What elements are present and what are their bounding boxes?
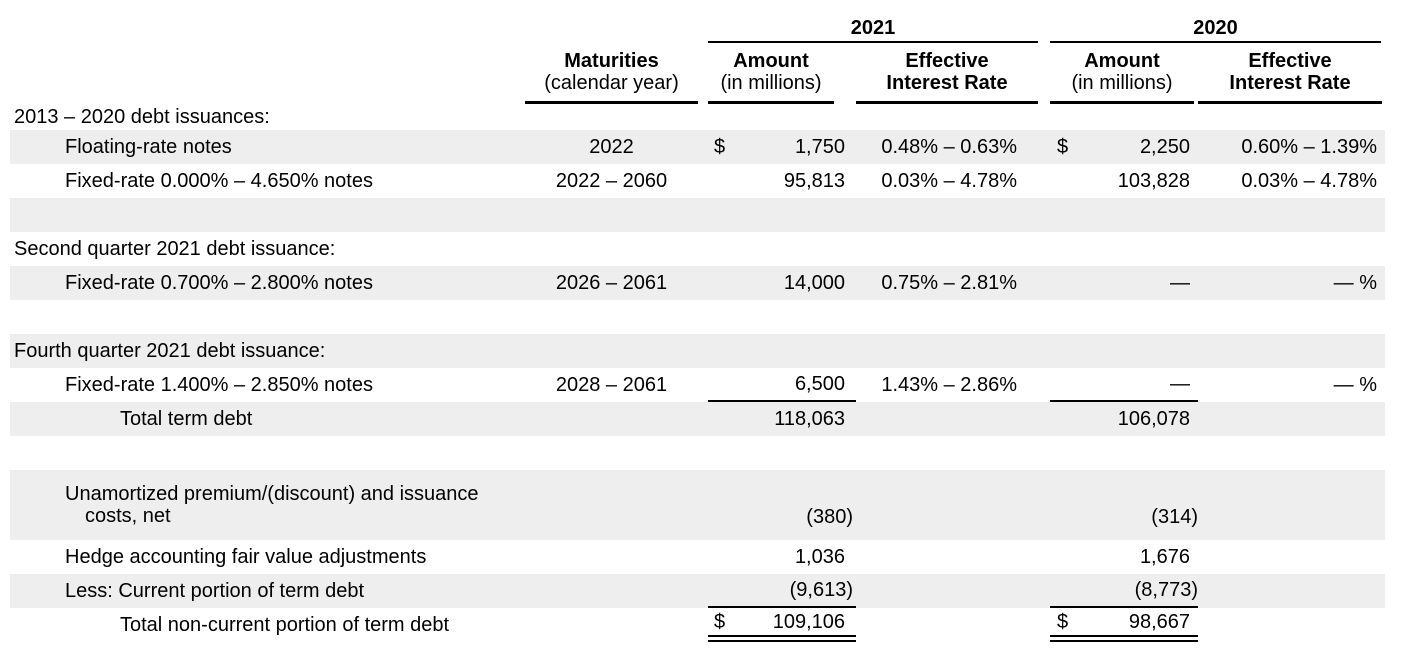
- amount-header-line2: (in millions): [720, 72, 822, 94]
- amount-header-line1: Amount: [1084, 50, 1160, 72]
- maturities-cell: [523, 368, 700, 402]
- amount-value: 1,036: [794, 546, 845, 568]
- year-group-2020-label: 2020: [1193, 17, 1238, 39]
- maturities-cell: [523, 266, 700, 300]
- row-label: Total non-current portion of term debt: [120, 614, 450, 636]
- amount-value: —: [1170, 373, 1190, 395]
- amount-2021-cell: [708, 266, 856, 300]
- dollar-sign: $: [1057, 610, 1069, 633]
- table-row: [10, 164, 1385, 198]
- row-label-cell: [10, 334, 523, 368]
- rate-2021-cell: [856, 266, 1038, 300]
- amount-value: 95,813: [783, 170, 845, 192]
- rate-value: 0.75% – 2.81%: [881, 272, 1017, 294]
- amount-value: 118,063: [774, 408, 845, 430]
- year-group-header-row: [10, 6, 1385, 43]
- amount-2020-cell: [1050, 130, 1198, 164]
- column-header-row: [10, 43, 1385, 104]
- amount-value: (9,613): [789, 579, 853, 601]
- rate-value: 0.03% – 4.78%: [1241, 170, 1377, 192]
- dollar-sign: $: [1057, 136, 1069, 158]
- table-row: [10, 300, 1385, 334]
- amount-value: (8,773): [1134, 579, 1198, 601]
- row-label-cell: [10, 540, 523, 574]
- rate-header-line1: Effective: [905, 50, 989, 72]
- amount-2021-cell: [708, 540, 856, 574]
- amount-value: 14,000: [783, 272, 845, 294]
- amount-header-line2: (in millions): [1071, 72, 1173, 94]
- amount-2020-cell: [1050, 368, 1198, 402]
- amount-value: 103,828: [1117, 170, 1190, 192]
- row-label: Floating-rate notes: [65, 136, 232, 158]
- row-label-cell: [10, 608, 523, 642]
- amount-value: 106,078: [1117, 408, 1190, 430]
- rate-value: 1.43% – 2.86%: [881, 374, 1017, 396]
- row-label-cell: [10, 164, 523, 198]
- row-label: Fixed-rate 0.700% – 2.800% notes: [65, 272, 373, 294]
- amount-2021-cell: [708, 574, 856, 608]
- row-label: Unamortized premium/(discount) and issuance: [65, 483, 479, 505]
- table-row: [10, 266, 1385, 300]
- row-label-cell: [10, 232, 523, 266]
- table-row: [10, 436, 1385, 470]
- rate-value: — %: [1333, 272, 1377, 294]
- row-label: Less: Current portion of term debt: [65, 580, 365, 602]
- maturities-header-line2: (calendar year): [544, 72, 679, 94]
- table-row: [10, 198, 1385, 232]
- rate-2020-cell: [1198, 368, 1385, 402]
- amount-value: 1,750: [794, 136, 845, 158]
- rate-2021-cell: [856, 164, 1038, 198]
- amount-2020-cell: [1050, 470, 1198, 540]
- amount-value: 1,676: [1139, 546, 1190, 568]
- table-row: [10, 540, 1385, 574]
- table-row: [10, 334, 1385, 368]
- rate-value: 0.03% – 4.78%: [881, 170, 1017, 192]
- term-debt-table: [10, 6, 1385, 642]
- row-label: Fixed-rate 1.400% – 2.850% notes: [65, 374, 373, 396]
- year-group-2020: [1050, 6, 1381, 43]
- amount-2020-cell: [1050, 574, 1198, 608]
- rate-header-line2: Interest Rate: [886, 72, 1008, 94]
- amount-2020-cell: [1050, 608, 1198, 642]
- amount-2021-cell: [708, 368, 856, 402]
- table-row: [10, 130, 1385, 164]
- row-label-cell: [10, 470, 523, 540]
- row-label: 2013 – 2020 debt issuances:: [14, 106, 270, 128]
- table-row: [10, 368, 1385, 402]
- amount-value: 2,250: [1139, 136, 1190, 158]
- rate-2020-cell: [1198, 130, 1385, 164]
- rate-value: 0.48% – 0.63%: [881, 136, 1017, 158]
- amount-2020-cell: [1050, 266, 1198, 300]
- maturities-value: 2022: [589, 136, 634, 158]
- row-label-cell: [10, 368, 523, 402]
- rate-2021-cell: [856, 130, 1038, 164]
- table-row: [10, 402, 1385, 436]
- maturities-value: 2022 – 2060: [555, 170, 668, 192]
- dollar-sign: $: [714, 610, 726, 633]
- table-row: [10, 608, 1385, 642]
- row-label: Second quarter 2021 debt issuance:: [14, 238, 336, 260]
- table-row: [10, 470, 1385, 540]
- rate-header-line2: Interest Rate: [1229, 72, 1351, 94]
- column-header-amount-2020: [1050, 43, 1194, 104]
- maturities-cell: [523, 130, 700, 164]
- amount-2021-cell: [708, 402, 856, 436]
- table-row: [10, 232, 1385, 266]
- column-header-maturities: [525, 43, 698, 104]
- amount-value: 109,106: [772, 610, 845, 633]
- year-group-2021-label: 2021: [850, 17, 896, 39]
- table-row: [10, 574, 1385, 608]
- row-label: Fourth quarter 2021 debt issuance:: [14, 340, 326, 362]
- row-label-cell: [10, 130, 523, 164]
- amount-2021-cell: [708, 130, 856, 164]
- row-label-cell: [10, 104, 523, 130]
- maturities-cell: [523, 164, 700, 198]
- amount-header-line1: Amount: [733, 50, 809, 72]
- row-label: Total term debt: [120, 408, 253, 430]
- column-header-rate-2020: [1198, 43, 1382, 104]
- amount-2021-cell: [708, 608, 856, 642]
- amount-value: 98,667: [1128, 610, 1190, 633]
- amount-value: (314): [1151, 506, 1198, 528]
- year-group-2021: [708, 6, 1038, 43]
- amount-2021-cell: [708, 164, 856, 198]
- column-header-rate-2021: [856, 43, 1038, 104]
- amount-2020-cell: [1050, 402, 1198, 436]
- row-label-line2-wrap: [65, 505, 523, 527]
- amount-2020-cell: [1050, 164, 1198, 198]
- row-label-cell: [10, 266, 523, 300]
- maturities-header-line1: Maturities: [564, 50, 659, 72]
- table-row: [10, 104, 1385, 130]
- amount-value: (380): [806, 506, 853, 528]
- amount-value: —: [1170, 272, 1190, 294]
- maturities-value: 2028 – 2061: [555, 374, 668, 396]
- row-label-cell: [10, 574, 523, 608]
- amount-value: 6,500: [794, 373, 845, 395]
- rate-value: 0.60% – 1.39%: [1241, 136, 1377, 158]
- dollar-sign: $: [714, 136, 726, 158]
- row-label: Hedge accounting fair value adjustments: [65, 546, 427, 568]
- column-header-amount-2021: [708, 43, 834, 104]
- row-label-line2: costs, net: [85, 505, 171, 527]
- rate-2021-cell: [856, 368, 1038, 402]
- maturities-value: 2026 – 2061: [555, 272, 668, 294]
- rate-2020-cell: [1198, 164, 1385, 198]
- rate-2020-cell: [1198, 266, 1385, 300]
- table-body: [10, 104, 1385, 642]
- amount-2020-cell: [1050, 540, 1198, 574]
- rate-value: — %: [1333, 374, 1377, 396]
- rate-header-line1: Effective: [1248, 50, 1332, 72]
- amount-2021-cell: [708, 470, 856, 540]
- row-label: Fixed-rate 0.000% – 4.650% notes: [65, 170, 373, 192]
- row-label-cell: [10, 402, 523, 436]
